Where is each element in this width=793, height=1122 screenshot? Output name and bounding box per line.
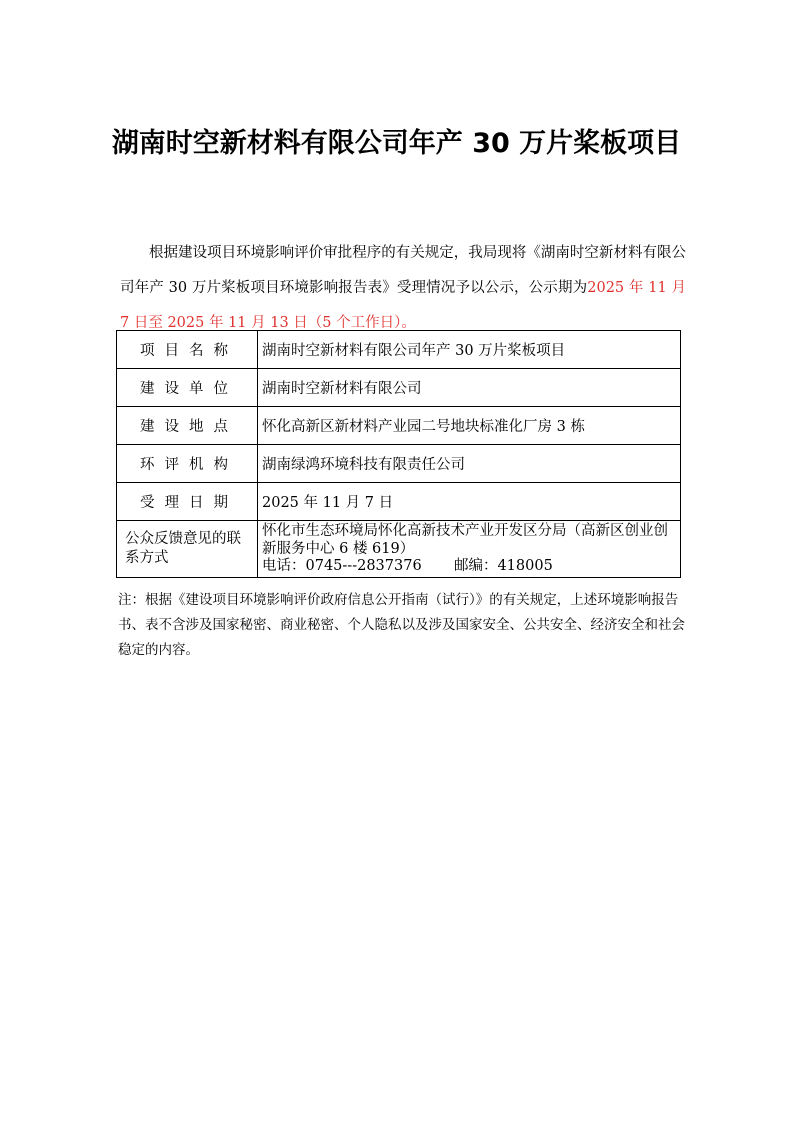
table-row [117,521,681,578]
project-info-table [116,330,681,578]
page-title: 湖南时空新材料有限公司年产 30 万片桨板项目 [111,128,682,159]
table-row [117,483,681,521]
row-value-project-name: 湖南时空新材料有限公司年产 30 万片桨板项目 [258,331,681,369]
table-row [117,369,681,407]
row-label-acceptance-date: 受理日期 [117,483,258,521]
contact-phone: 电话：0745---2837376 [262,558,422,574]
table-row [117,407,681,445]
row-label-construction-unit: 建设单位 [117,369,258,407]
row-value-construction-site: 怀化高新区新材料产业园二号地块标准化厂房 3 栋 [258,407,681,445]
row-value-contact [258,521,681,578]
contact-phone-line [262,558,676,576]
row-value-acceptance-date: 2025 年 11 月 7 日 [258,483,681,521]
row-value-construction-unit: 湖南时空新材料有限公司 [258,369,681,407]
intro-paragraph [120,236,686,341]
intro-text: 根据建设项目环境影响评价审批程序的有关规定，我局现将《湖南时空新材料有限公司年产 30 万片桨板项目环境影响报告表》受理情况予以公示，公示期为 [120,245,686,296]
row-label-project-name: 项目名称 [117,331,258,369]
row-label-contact: 公众反馈意见的联系方式 [117,521,258,578]
row-label-construction-site: 建设地点 [117,407,258,445]
table-row [117,331,681,369]
row-value-eia-agency: 湖南绿鸿环境科技有限责任公司 [258,445,681,483]
contact-address: 怀化市生态环境局怀化高新技术产业开发区分局（高新区创业创新服务中心 6 楼 619） [262,523,668,557]
contact-postcode: 邮编：418005 [453,558,553,574]
row-label-eia-agency: 环评机构 [117,445,258,483]
footnote: 注：根据《建设项目环境影响评价政府信息公开指南（试行）》的有关规定，上述环境影响报告书、表不含涉及国家秘密、商业秘密、个人隐私以及涉及国家安全、公共安全、经济安全和社会稳定的内容。 [118,592,685,658]
publicity-period: 2025 年 11 月 7 日至 2025 年 11 月 13 日（5 个工作日）。 [120,280,687,331]
table-row [117,445,681,483]
